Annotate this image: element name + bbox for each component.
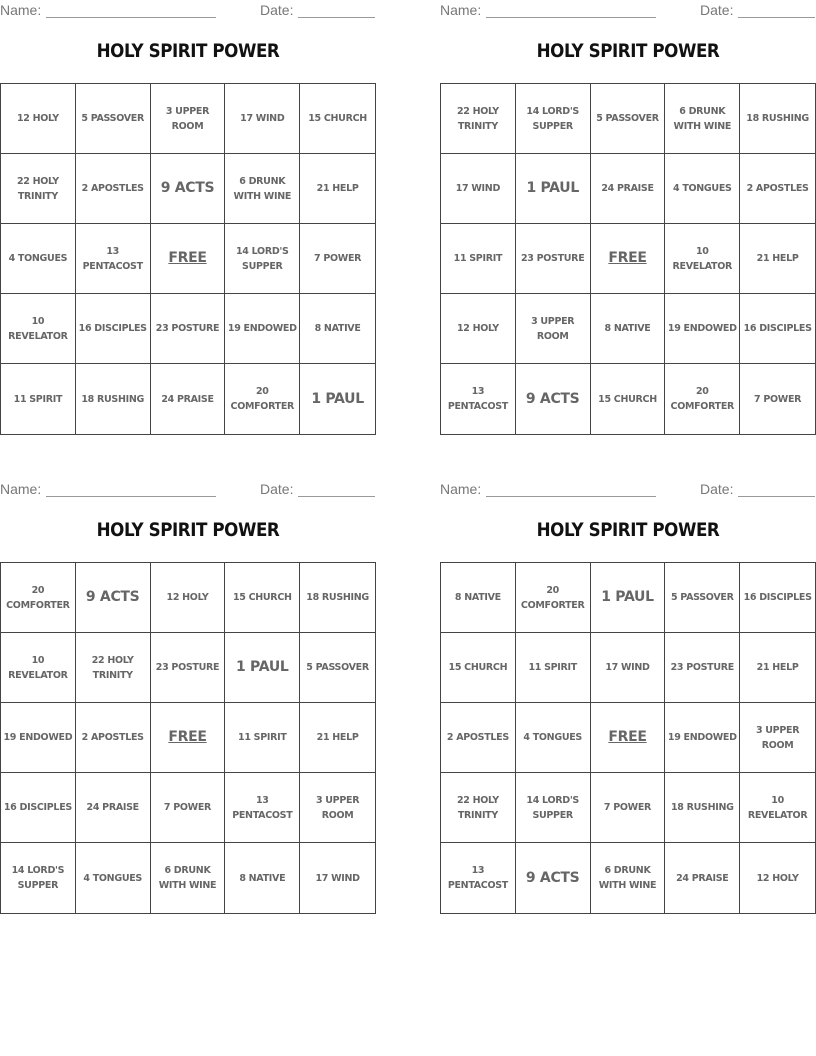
bingo-cell[interactable]: 9 ACTS: [516, 364, 591, 434]
bingo-cell[interactable]: 9 ACTS: [151, 154, 226, 224]
bingo-cell[interactable]: 17 WIND: [591, 633, 666, 703]
bingo-cell[interactable]: 10 REVELATOR: [665, 224, 740, 294]
bingo-cell[interactable]: 10 REVELATOR: [1, 633, 76, 703]
bingo-cell[interactable]: 2 APOSTLES: [441, 703, 516, 773]
date-label: Date:: [700, 481, 734, 497]
bingo-cell[interactable]: 7 POWER: [300, 224, 375, 294]
bingo-cell[interactable]: 15 CHURCH: [225, 563, 300, 633]
card-title: HOLY SPIRIT POWER: [536, 40, 720, 62]
bingo-cell[interactable]: 23 POSTURE: [516, 224, 591, 294]
bingo-cell[interactable]: 16 DISCIPLES: [1, 773, 76, 843]
free-space[interactable]: FREE: [591, 224, 666, 294]
bingo-cell[interactable]: 7 POWER: [151, 773, 226, 843]
bingo-cell[interactable]: 5 PASSOVER: [591, 84, 666, 154]
bingo-cell[interactable]: 16 DISCIPLES: [740, 563, 815, 633]
name-label: Name:: [440, 481, 482, 497]
bingo-cell[interactable]: 22 HOLY TRINITY: [76, 633, 151, 703]
bingo-cell[interactable]: 11 SPIRIT: [516, 633, 591, 703]
bingo-cell[interactable]: 21 HELP: [740, 633, 815, 703]
bingo-cell[interactable]: 18 RUSHING: [300, 563, 375, 633]
bingo-cell[interactable]: 9 ACTS: [516, 843, 591, 913]
bingo-cell[interactable]: 14 LORD'S SUPPER: [1, 843, 76, 913]
bingo-cell[interactable]: 23 POSTURE: [151, 633, 226, 703]
bingo-cell[interactable]: 13 PENTACOST: [76, 224, 151, 294]
bingo-grid: [440, 562, 816, 914]
bingo-cell[interactable]: 13 PENTACOST: [441, 364, 516, 434]
bingo-cell[interactable]: 19 ENDOWED: [225, 294, 300, 364]
bingo-cell[interactable]: 12 HOLY: [151, 563, 226, 633]
bingo-cell[interactable]: 19 ENDOWED: [1, 703, 76, 773]
bingo-cell[interactable]: 20 COMFORTER: [665, 364, 740, 434]
bingo-cell[interactable]: 4 TONGUES: [76, 843, 151, 913]
bingo-cell[interactable]: 17 WIND: [315, 872, 360, 884]
bingo-cell[interactable]: 23 POSTURE: [665, 633, 740, 703]
bingo-cell[interactable]: 21 HELP: [300, 154, 375, 224]
card-title: HOLY SPIRIT POWER: [536, 519, 720, 541]
bingo-cell[interactable]: 3 UPPER ROOM: [516, 294, 591, 364]
bingo-cell[interactable]: 20 COMFORTER: [225, 364, 300, 434]
name-label: Name:: [0, 481, 42, 497]
bingo-cell[interactable]: 5 PASSOVER: [76, 84, 151, 154]
date-label: Date:: [700, 2, 734, 18]
bingo-cell[interactable]: 15 CHURCH: [300, 84, 375, 154]
bingo-cell[interactable]: 3 UPPER ROOM: [740, 703, 815, 773]
free-space[interactable]: FREE: [151, 224, 226, 294]
bingo-cell[interactable]: 4 TONGUES: [516, 703, 591, 773]
bingo-cell[interactable]: 9 ACTS: [76, 563, 151, 633]
name-label: Name:: [0, 2, 42, 18]
date-label: Date:: [260, 2, 294, 18]
bingo-cell[interactable]: 16 DISCIPLES: [76, 294, 151, 364]
bingo-cell[interactable]: 12 HOLY: [1, 84, 76, 154]
free-space[interactable]: FREE: [151, 703, 226, 773]
bingo-cell[interactable]: 13 PENTACOST: [225, 773, 300, 843]
name-date-header: [440, 2, 816, 20]
name-line[interactable]: [486, 496, 656, 497]
bingo-cell[interactable]: 14 LORD'S SUPPER: [516, 84, 591, 154]
bingo-cell[interactable]: 21 HELP: [740, 224, 815, 294]
bingo-cell[interactable]: 14 LORD'S SUPPER: [516, 773, 591, 843]
date-label: Date:: [260, 481, 294, 497]
name-line[interactable]: [486, 17, 656, 18]
bingo-cell[interactable]: 22 HOLY TRINITY: [1, 154, 76, 224]
bingo-cell[interactable]: 11 SPIRIT: [1, 364, 76, 434]
name-date-header: [0, 481, 376, 499]
bingo-grid: [440, 83, 816, 435]
bingo-cell[interactable]: 5 PASSOVER: [300, 633, 375, 703]
bingo-cell[interactable]: 24 PRAISE: [591, 154, 666, 224]
bingo-card: [440, 479, 816, 919]
bingo-card: [0, 479, 376, 919]
bingo-cell[interactable]: 1 PAUL: [516, 154, 591, 224]
bingo-cell[interactable]: 12 HOLY: [756, 872, 799, 884]
bingo-card: [0, 0, 376, 440]
bingo-cell[interactable]: 11 SPIRIT: [225, 703, 300, 773]
bingo-cell[interactable]: 20 COMFORTER: [1, 563, 76, 633]
name-label: Name:: [440, 2, 482, 18]
bingo-cell[interactable]: 2 APOSTLES: [76, 703, 151, 773]
bingo-cell[interactable]: 20 COMFORTER: [516, 563, 591, 633]
bingo-cell[interactable]: 18 RUSHING: [665, 773, 740, 843]
bingo-cell[interactable]: 1 PAUL: [591, 563, 666, 633]
date-line[interactable]: [298, 17, 375, 18]
bingo-cell[interactable]: 19 ENDOWED: [665, 703, 740, 773]
bingo-cell[interactable]: 24 PRAISE: [151, 364, 226, 434]
bingo-cell[interactable]: 1 PAUL: [311, 390, 364, 407]
bingo-cell[interactable]: 16 DISCIPLES: [740, 294, 815, 364]
name-line[interactable]: [46, 17, 216, 18]
bingo-cell[interactable]: 22 HOLY TRINITY: [441, 773, 516, 843]
bingo-cell[interactable]: 6 DRUNK WITH WINE: [591, 843, 666, 913]
bingo-cell[interactable]: 18 RUSHING: [740, 84, 815, 154]
bingo-cell[interactable]: 4 TONGUES: [665, 154, 740, 224]
name-date-header: [440, 481, 816, 499]
bingo-cell[interactable]: 3 UPPER ROOM: [151, 84, 226, 154]
bingo-grid: [0, 83, 376, 435]
bingo-cell[interactable]: 17 WIND: [225, 84, 300, 154]
date-line[interactable]: [738, 496, 815, 497]
bingo-cell[interactable]: 10 REVELATOR: [740, 773, 815, 843]
bingo-cell[interactable]: 8 NATIVE: [591, 294, 666, 364]
bingo-card: [440, 0, 816, 440]
bingo-cell[interactable]: 6 DRUNK WITH WINE: [151, 843, 226, 913]
bingo-cell[interactable]: 7 POWER: [754, 393, 802, 405]
card-title: HOLY SPIRIT POWER: [96, 40, 280, 62]
bingo-grid: [0, 562, 376, 914]
bingo-cell[interactable]: 12 HOLY: [441, 294, 516, 364]
bingo-cell[interactable]: 4 TONGUES: [1, 224, 76, 294]
bingo-cell[interactable]: 24 PRAISE: [665, 843, 740, 913]
bingo-cell[interactable]: 11 SPIRIT: [441, 224, 516, 294]
bingo-cell[interactable]: 6 DRUNK WITH WINE: [225, 154, 300, 224]
bingo-cell[interactable]: 3 UPPER ROOM: [300, 773, 375, 843]
name-line[interactable]: [46, 496, 216, 497]
bingo-cell[interactable]: 8 NATIVE: [300, 294, 375, 364]
bingo-cell[interactable]: 10 REVELATOR: [1, 294, 76, 364]
bingo-cell[interactable]: 22 HOLY TRINITY: [441, 84, 516, 154]
bingo-cell[interactable]: 17 WIND: [441, 154, 516, 224]
bingo-cell[interactable]: 18 RUSHING: [76, 364, 151, 434]
date-line[interactable]: [738, 17, 815, 18]
bingo-cell[interactable]: 5 PASSOVER: [665, 563, 740, 633]
bingo-cell[interactable]: 2 APOSTLES: [76, 154, 151, 224]
bingo-cell[interactable]: 13 PENTACOST: [441, 843, 516, 913]
bingo-cell[interactable]: 6 DRUNK WITH WINE: [665, 84, 740, 154]
bingo-cell[interactable]: 14 LORD'S SUPPER: [225, 224, 300, 294]
bingo-cell[interactable]: 15 CHURCH: [591, 364, 666, 434]
name-date-header: [0, 2, 376, 20]
bingo-cell[interactable]: 7 POWER: [591, 773, 666, 843]
bingo-cell[interactable]: 19 ENDOWED: [665, 294, 740, 364]
bingo-cell[interactable]: 23 POSTURE: [151, 294, 226, 364]
bingo-cell[interactable]: 8 NATIVE: [441, 563, 516, 633]
bingo-cell[interactable]: 15 CHURCH: [441, 633, 516, 703]
bingo-cell[interactable]: 1 PAUL: [225, 633, 300, 703]
bingo-cell[interactable]: 8 NATIVE: [225, 843, 300, 913]
bingo-cell[interactable]: 24 PRAISE: [76, 773, 151, 843]
date-line[interactable]: [298, 496, 375, 497]
bingo-cell[interactable]: 2 APOSTLES: [740, 154, 815, 224]
card-title: HOLY SPIRIT POWER: [96, 519, 280, 541]
free-space[interactable]: FREE: [591, 703, 666, 773]
bingo-cell[interactable]: 21 HELP: [300, 703, 375, 773]
